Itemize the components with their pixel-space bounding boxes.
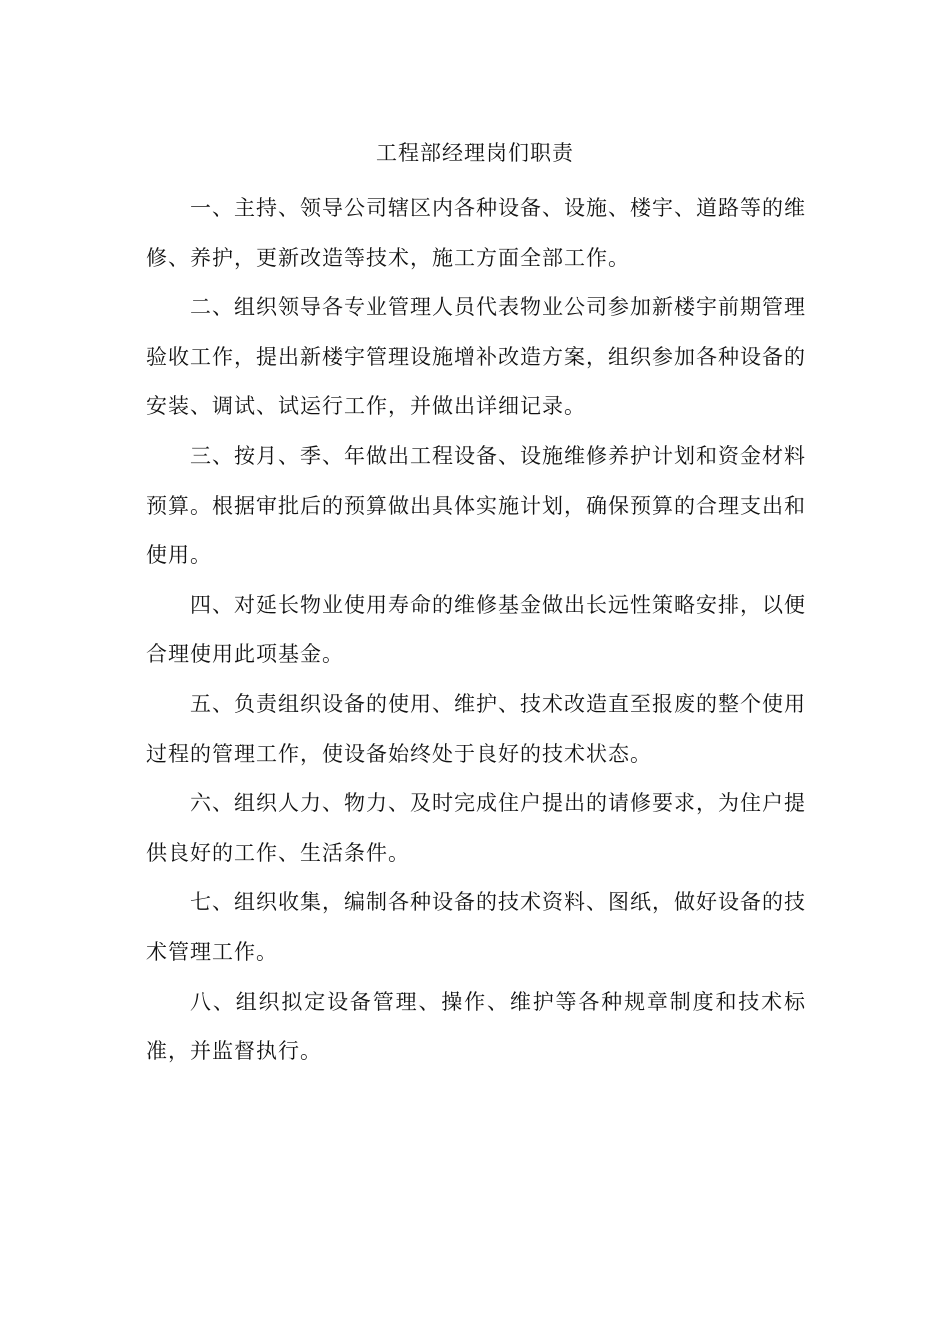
document-body	[146, 184, 806, 1077]
document-title: 工程部经理岗们职责	[376, 141, 574, 165]
duty-paragraph-2: 二、组织领导各专业管理人员代表物业公司参加新楼宇前期管理验收工作，提出新楼宇管理设施增补改造方案，组织参加各种设备的安装、调试、试运行工作，并做出详细记录。	[146, 295, 806, 419]
duty-paragraph-4: 四、对延长物业使用寿命的维修基金做出长远性策略安排，以便合理使用此项基金。	[146, 592, 806, 667]
duty-paragraph-3: 三、按月、季、年做出工程设备、设施维修养护计划和资金材料预算。根据审批后的预算做出具体实施计划，确保预算的合理支出和使用。	[146, 443, 806, 568]
duty-paragraph-6: 六、组织人力、物力、及时完成住户提出的请修要求，为住户提供良好的工作、生活条件。	[146, 791, 806, 865]
duty-paragraph-7: 七、组织收集，编制各种设备的技术资料、图纸，做好设备的技术管理工作。	[146, 890, 806, 964]
duty-paragraph-5: 五、负责组织设备的使用、维护、技术改造直至报废的整个使用过程的管理工作，使设备始终处于良好的技术状态。	[146, 691, 806, 766]
duty-paragraph-8: 八、组织拟定设备管理、操作、维护等各种规章制度和技术标准，并监督执行。	[146, 989, 806, 1064]
duty-paragraph-1: 一、主持、领导公司辖区内各种设备、设施、楼宇、道路等的维修、养护，更新改造等技术，施工方面全部工作。	[146, 196, 806, 270]
